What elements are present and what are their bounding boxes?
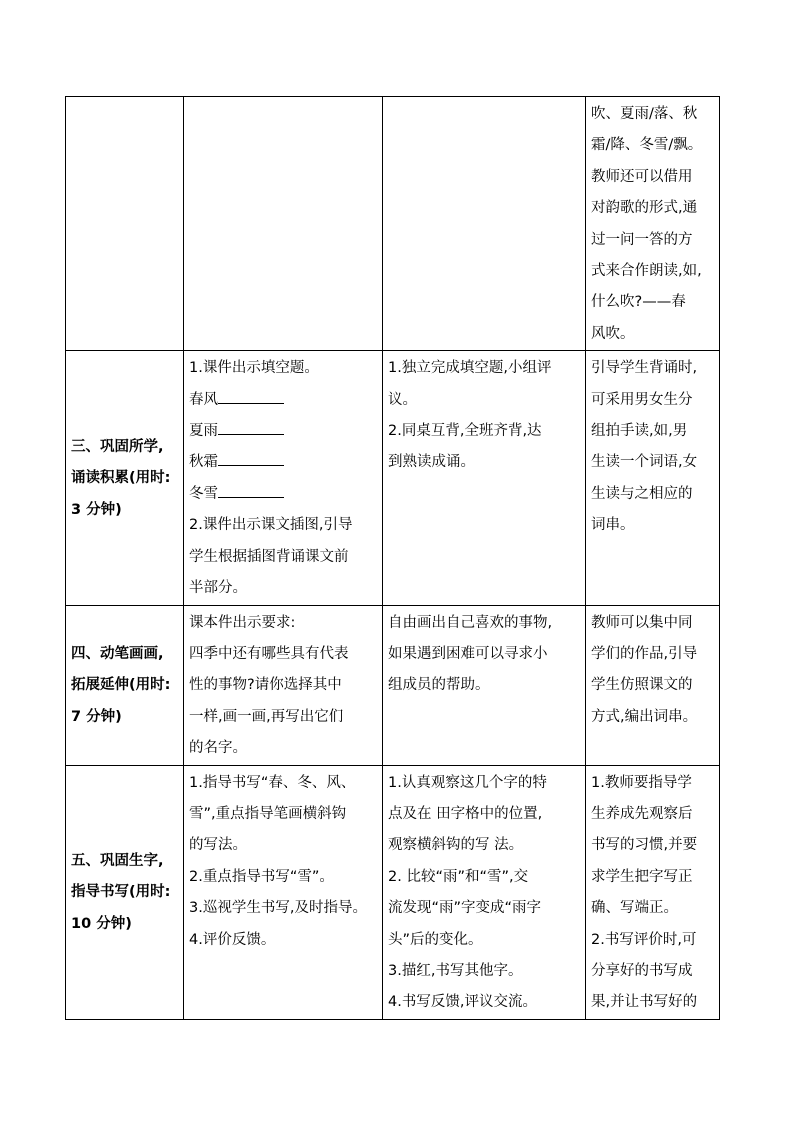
blank-line [218, 479, 284, 498]
table-row [66, 97, 720, 351]
text-line: 流发现“雨”字变成“雨字 [388, 900, 542, 917]
blank-line [218, 385, 284, 404]
text-line: 2.书写评价时,可 [591, 931, 697, 948]
text-line: 1.指导书写“春、冬、风、 [189, 774, 356, 791]
text-line: 的写法。 [189, 837, 247, 854]
text-line: 1.认真观察这几个字的特 [388, 774, 547, 791]
text-line: 性的事物?请你选择其中 [189, 677, 342, 694]
stage-title-line: 诵读积累(用时: [71, 470, 171, 487]
text-line: 教师还可以借用 [591, 168, 693, 185]
text-line: 分享好的书写成 [591, 962, 693, 979]
teacher-activity-cell [184, 351, 383, 605]
fill-blank-item: 夏雨 [189, 416, 377, 447]
blank-line [218, 416, 284, 435]
stage-cell [66, 605, 184, 765]
stage-cell [66, 351, 184, 605]
text-line: 学生根据插图背诵课文前 [189, 548, 349, 565]
text-line: 自由画出自己喜欢的事物, [388, 614, 553, 631]
notes-cell [586, 605, 720, 765]
text-line: 方式,编出词串。 [591, 708, 698, 725]
text-line: 课本件出示要求: [189, 614, 296, 631]
text-line: 半部分。 [189, 580, 247, 597]
text-line: 到熟读成诵。 [388, 454, 475, 471]
notes-cell [586, 765, 720, 1019]
fill-blank-item: 春风 [189, 385, 377, 416]
text-line: 组拍手读,如,男 [591, 423, 688, 440]
text-line: 如果遇到困难可以寻求小 [388, 645, 548, 662]
text-line: 头”后的变化。 [388, 931, 483, 948]
text-line: 2.课件出示课文插图,引导 [189, 517, 353, 534]
blank-line [218, 447, 284, 466]
stage-title-line: 10 分钟) [71, 915, 132, 932]
stage-title-line: 四、动笔画画, [71, 645, 164, 662]
stage-cell [66, 97, 184, 351]
student-activity-cell [383, 97, 586, 351]
teacher-activity-cell [184, 97, 383, 351]
text-line: 求学生把字写正 [591, 868, 693, 885]
text-line: 什么吹?——春 [591, 294, 686, 311]
text-line: 引导学生背诵时, [591, 360, 698, 377]
text-line: 1.独立完成填空题,小组评 [388, 360, 552, 377]
text-line: 2.同桌互背,全班齐背,达 [388, 423, 542, 440]
text-line: 生读与之相应的 [591, 485, 693, 502]
fill-blank-item: 冬雪 [189, 479, 377, 510]
lesson-plan-table [65, 96, 720, 1020]
text-line: 生读一个词语,女 [591, 454, 698, 471]
text-line: 果,并让书写好的 [591, 994, 698, 1011]
text-line: 一样,画一画,再写出它们 [189, 708, 344, 725]
text-line: 议。 [388, 391, 417, 408]
fill-blank-item: 秋霜 [189, 447, 377, 478]
text-line: 点及在 田字格中的位置, [388, 805, 543, 822]
stage-title-line: 五、巩固生字, [71, 853, 164, 870]
text-line: 4.书写反馈,评议交流。 [388, 994, 537, 1011]
text-line: 雪”,重点指导笔画横斜钩 [189, 805, 347, 822]
table-row [66, 605, 720, 765]
text-line: 词串。 [591, 517, 635, 534]
stage-cell [66, 765, 184, 1019]
notes-cell [586, 351, 720, 605]
teacher-activity-cell [184, 765, 383, 1019]
text-line: 确、写端正。 [591, 900, 678, 917]
stage-title-line: 7 分钟) [71, 708, 122, 725]
text-line: 可采用男女生分 [591, 391, 693, 408]
student-activity-cell [383, 765, 586, 1019]
text-line: 书写的习惯,并要 [591, 837, 698, 854]
text-line: 2. 比较“雨”和“雪”,交 [388, 868, 529, 885]
student-activity-cell [383, 351, 586, 605]
text-line: 吹、夏雨/落、秋 [591, 106, 698, 122]
teacher-activity-cell [184, 605, 383, 765]
text-line: 的名字。 [189, 740, 247, 757]
stage-title-line: 指导书写(用时: [71, 884, 171, 901]
text-line: 学们的作品,引导 [591, 645, 698, 662]
stage-title-line: 三、巩固所学, [71, 438, 164, 455]
stage-title-line: 3 分钟) [71, 501, 122, 518]
table-row [66, 351, 720, 605]
text-line: 观察横斜钩的写 法。 [388, 837, 524, 854]
table-row [66, 765, 720, 1019]
text-line: 四季中还有哪些具有代表 [189, 645, 349, 662]
student-activity-cell [383, 605, 586, 765]
text-line: 2.重点指导书写“雪”。 [189, 868, 334, 885]
text-line: 3.巡视学生书写,及时指导。 [189, 900, 367, 917]
text-line: 过一问一答的方 [591, 231, 693, 248]
text-line: 1.教师要指导学 [591, 774, 692, 791]
text-line: 4.评价反馈。 [189, 931, 276, 948]
text-line: 霜/降、冬雪/飘。 [591, 137, 703, 154]
text-line: 生养成先观察后 [591, 805, 693, 822]
text-line: 风吹。 [591, 325, 635, 342]
stage-title-line: 拓展延伸(用时: [71, 677, 171, 694]
notes-cell [586, 97, 720, 351]
text-line: 组成员的帮助。 [388, 677, 490, 694]
text-line: 学生仿照课文的 [591, 677, 693, 694]
text-line: 式来合作朗读,如, [591, 263, 702, 280]
text-line: 1.课件出示填空题。 [189, 360, 319, 377]
text-line: 3.描红,书写其他字。 [388, 962, 523, 979]
text-line: 对韵歌的形式,通 [591, 200, 698, 217]
text-line: 教师可以集中同 [591, 614, 693, 631]
